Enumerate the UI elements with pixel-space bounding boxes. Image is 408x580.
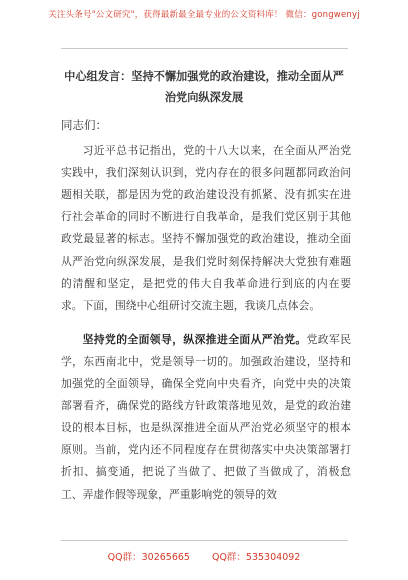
paragraph-2-lead: 坚持党的全面领导，纵深推进全面从严治党。 [82, 332, 307, 346]
paragraph-1: 习近平总书记指出，党的十八大以来，在全面从严治党实践中，我们深刻认识到，党内存在的很多问题都同政治问题相关联，都是因为党的政治建设没有抓紧、没有抓实在进行社会革命的同时不断进行自我革命，是我们党区别于其他政党最显著的标志。坚持不懈加强党的政治建设，推动全面从严治党向纵深发展，是我们党时刻保持解决大党独有难题的清醒和坚定，是把党的伟大自我革命进行到底的内在要求。下面，围绕中心组研讨交流主题，我谈几点体会。 [61, 144, 351, 312]
header-divider [61, 48, 348, 49]
title-line-2: 治党向纵深发展 [164, 91, 244, 104]
document-body [61, 114, 351, 506]
document-title [58, 66, 350, 108]
title-line-1: 中心组发言：坚持不懈加强党的政治建设，推动全面从严 [64, 70, 344, 83]
salutation: 同志们： [61, 118, 107, 132]
header-promo: 关注头条号"公文研究"，获得最新最全最专业的公文资料库！ 微信：gongwenyj [48, 10, 360, 20]
footer-qq-1: QQ群：30265665 [107, 552, 190, 563]
paragraph-2 [61, 329, 351, 506]
footer-divider [61, 540, 348, 541]
footer-qq-2: QQ群：535304092 [211, 552, 301, 563]
footer-contacts [0, 549, 408, 563]
paragraph-2-text: 党政军民学，东西南北中，党是领导一切的。加强政治建设，坚持和加强党的全面领导，确保全党向中央看齐，向党中央的决策部署看齐，确保党的路线方针政策落地见效，是党的政治建设的根本目标，也是纵深推进全面从严治党必须坚守的根本原则。当前，党内还不同程度存在贯彻落实中央决策部署打折扣、搞变通，把说了当做了、把做了当做成了，消极怠工、弄虚作假等现象，严重影响党的领导的效 [61, 332, 352, 501]
